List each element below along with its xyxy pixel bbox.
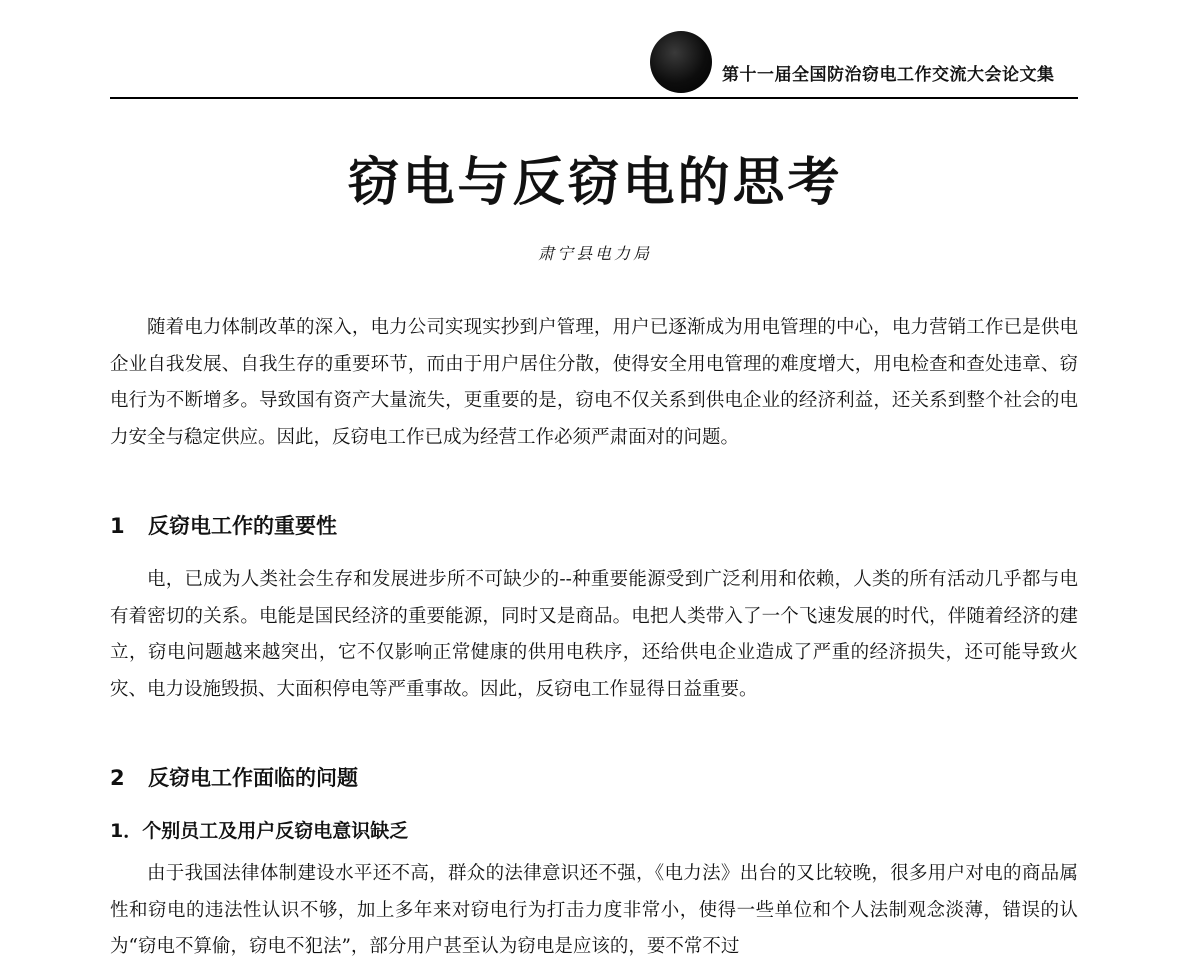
paper-title: 窃电与反窃电的思考: [347, 153, 843, 213]
section-2-heading: [110, 762, 1078, 792]
section-1-paragraph: 电，已成为人类社会生存和发展进步所不可缺少的--种重要能源受到广泛利用和依赖，人类的所有活动几乎都与电有着密切的关系。电能是国民经济的重要能源，同时又是商品。电把人类带入了一个飞速发展的时代，伴随着经济的建立，窃电问题越来越突出，它不仅影响正常健康的供用电秩序，还给供电企业造成了严重的经济损失，还可能导致火灾、电力设施毁损、大面积停电等严重事故。因此，反窃电工作显得日益重要。: [110, 569, 1078, 700]
section-1-heading: [110, 510, 1078, 540]
section-2-title: 反窃电工作面临的问题: [148, 766, 358, 790]
header-series-title: 第十一届全国防治窃电工作交流大会论文集: [722, 65, 1055, 85]
paper-author: 肃宁县电力局: [537, 244, 652, 263]
section-1-title: 反窃电工作的重要性: [148, 514, 337, 538]
subsection-2-1-heading: 1．个别员工及用户反窃电意识缺乏: [110, 820, 409, 842]
subsection-2-1-paragraph: 由于我国法律体制建设水平还不高，群众的法律意识还不强，《电力法》出台的又比较晚，很多用户对电的商品属性和窃电的违法性认识不够，加上多年来对窃电行为打击力度非常小，使得一些单位和个人法制观念淡薄，错误的认为“窃电不算偷，窃电不犯法”，部分用户甚至认为窃电是应该的，要不常不过: [110, 863, 1078, 957]
section-1-number: 1: [110, 514, 125, 538]
intro-paragraph: 随着电力体制改革的深入，电力公司实现实抄到户管理，用户已逐渐成为用电管理的中心，电力营销工作已是供电企业自我发展、自我生存的重要环节，而由于用户居住分散，使得安全用电管理的难度增大，用电检查和查处违章、窃电行为不断增多。导致国有资产大量流失，更重要的是，窃电不仅关系到供电企业的经济利益，还关系到整个社会的电力安全与稳定供应。因此，反窃电工作已成为经营工作必须严肃面对的问题。: [110, 317, 1078, 448]
header-rule: [110, 97, 1078, 99]
section-2-number: 2: [110, 766, 125, 790]
header-emblem: [650, 31, 712, 93]
